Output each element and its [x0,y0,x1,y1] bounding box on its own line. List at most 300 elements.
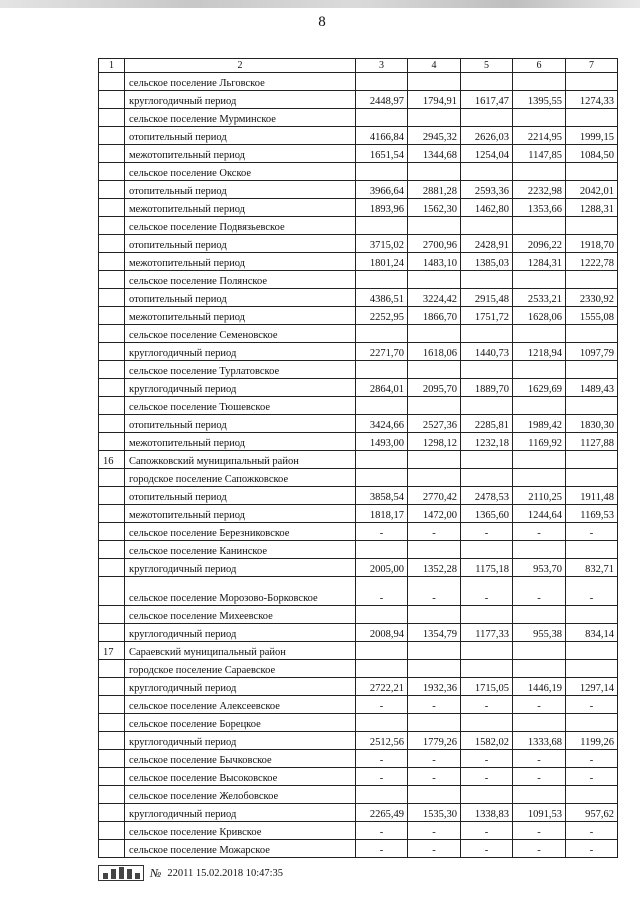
value-cell: 1911,48 [566,487,618,505]
row-label: круглогодичный период [125,624,356,642]
row-index [99,660,125,678]
value-cell [461,541,513,559]
row-label: отопительный период [125,289,356,307]
value-cell: - [408,822,461,840]
row-index [99,768,125,786]
value-cell: 955,38 [513,624,566,642]
value-cell: 1169,92 [513,433,566,451]
value-cell [408,397,461,415]
value-cell: - [461,577,513,606]
value-cell: 3224,42 [408,289,461,307]
table-row [99,199,618,217]
value-cell: 1830,30 [566,415,618,433]
value-cell [461,714,513,732]
value-cell: 2214,95 [513,127,566,145]
value-cell: - [356,696,408,714]
value-cell [566,642,618,660]
row-label: сельское поселение Полянское [125,271,356,289]
row-index [99,804,125,822]
value-cell [513,469,566,487]
table-row [99,325,618,343]
value-cell: 1628,06 [513,307,566,325]
value-cell [408,541,461,559]
value-cell: 1344,68 [408,145,461,163]
value-cell: - [461,822,513,840]
value-cell: 1617,47 [461,91,513,109]
value-cell [513,73,566,91]
row-label: отопительный период [125,181,356,199]
table-row [99,505,618,523]
value-cell [461,163,513,181]
value-cell [356,469,408,487]
value-cell: 1084,50 [566,145,618,163]
value-cell: 2008,94 [356,624,408,642]
table-row [99,307,618,325]
document-footer [98,865,283,881]
row-label: сельское поселение Окское [125,163,356,181]
value-cell [408,163,461,181]
value-cell [356,163,408,181]
value-cell [461,660,513,678]
row-label: Сараевский муниципальный район [125,642,356,660]
value-cell [566,786,618,804]
row-index [99,541,125,559]
value-cell: 3424,66 [356,415,408,433]
value-cell: - [566,696,618,714]
table-row [99,181,618,199]
table-row [99,822,618,840]
row-label: круглогодичный период [125,732,356,750]
row-label: сельское поселение Кривское [125,822,356,840]
value-cell [408,361,461,379]
table-row [99,660,618,678]
row-label: городское поселение Сапожковское [125,469,356,487]
value-cell [356,361,408,379]
row-label: сельское поселение Алексеевское [125,696,356,714]
value-cell [408,325,461,343]
row-label: круглогодичный период [125,678,356,696]
value-cell: 2881,28 [408,181,461,199]
value-cell: 2593,36 [461,181,513,199]
table-row [99,786,618,804]
value-cell: 953,70 [513,559,566,577]
value-cell [513,642,566,660]
value-cell: 2915,48 [461,289,513,307]
value-cell [461,397,513,415]
row-label: сельское поселение Морозово-Борковское [125,577,356,606]
value-cell: 2042,01 [566,181,618,199]
value-cell: 1999,15 [566,127,618,145]
value-cell: - [513,523,566,541]
table-row [99,469,618,487]
value-cell [461,606,513,624]
value-cell: 4386,51 [356,289,408,307]
table-row [99,624,618,642]
value-cell [461,271,513,289]
value-cell: 1582,02 [461,732,513,750]
column-header: 1 [99,59,125,73]
value-cell: 1918,70 [566,235,618,253]
value-cell: 1932,36 [408,678,461,696]
value-cell [408,642,461,660]
value-cell [356,660,408,678]
row-index [99,678,125,696]
value-cell: 1353,66 [513,199,566,217]
value-cell [461,73,513,91]
value-cell: - [461,523,513,541]
value-cell: 1893,96 [356,199,408,217]
value-cell [513,541,566,559]
value-cell: - [408,577,461,606]
table-row [99,163,618,181]
value-cell: 1385,03 [461,253,513,271]
tariff-table [98,58,618,858]
row-index [99,750,125,768]
value-cell: 1232,18 [461,433,513,451]
value-cell [513,397,566,415]
value-cell: 1352,28 [408,559,461,577]
value-cell [461,217,513,235]
row-index [99,361,125,379]
value-cell: 1288,31 [566,199,618,217]
row-label: отопительный период [125,487,356,505]
row-index [99,786,125,804]
row-index [99,606,125,624]
table-row [99,271,618,289]
value-cell [566,271,618,289]
value-cell [513,451,566,469]
value-cell: 1298,12 [408,433,461,451]
row-label: круглогодичный период [125,343,356,361]
value-cell: 1489,43 [566,379,618,397]
row-label: сельское поселение Турлатовское [125,361,356,379]
table-row [99,127,618,145]
row-label: городское поселение Сараевское [125,660,356,678]
value-cell [566,714,618,732]
row-index [99,73,125,91]
value-cell: 2722,21 [356,678,408,696]
row-label: круглогодичный период [125,91,356,109]
value-cell: 832,71 [566,559,618,577]
column-header: 4 [408,59,461,73]
value-cell: 2512,56 [356,732,408,750]
row-label: круглогодичный период [125,379,356,397]
value-cell: 1169,53 [566,505,618,523]
value-cell: - [356,577,408,606]
row-index [99,235,125,253]
value-cell [513,217,566,235]
value-cell: 1284,31 [513,253,566,271]
row-index [99,415,125,433]
value-cell [566,451,618,469]
row-label: сельское поселение Подвязьевское [125,217,356,235]
row-label: круглогодичный период [125,804,356,822]
value-cell [566,217,618,235]
value-cell: - [513,577,566,606]
row-index [99,325,125,343]
value-cell [356,451,408,469]
value-cell: - [566,840,618,858]
value-cell: - [356,750,408,768]
value-cell: 1989,42 [513,415,566,433]
value-cell: 1297,14 [566,678,618,696]
value-cell: - [461,696,513,714]
value-cell: 2265,49 [356,804,408,822]
value-cell [566,660,618,678]
row-label: сельское поселение Борецкое [125,714,356,732]
table-row [99,451,618,469]
value-cell: 2110,25 [513,487,566,505]
table-row [99,696,618,714]
value-cell: 1446,19 [513,678,566,696]
table-row [99,768,618,786]
value-cell [513,786,566,804]
value-cell: - [566,750,618,768]
row-label: круглогодичный период [125,559,356,577]
row-label: сельское поселение Льговское [125,73,356,91]
value-cell: 1274,33 [566,91,618,109]
row-label: сельское поселение Бычковское [125,750,356,768]
row-index [99,217,125,235]
page-number: 8 [318,14,326,30]
value-cell [566,163,618,181]
row-index [99,181,125,199]
value-cell [408,469,461,487]
value-cell: - [513,750,566,768]
value-cell [461,469,513,487]
value-cell: 2626,03 [461,127,513,145]
row-index [99,523,125,541]
value-cell [356,73,408,91]
value-cell: - [408,840,461,858]
value-cell: - [461,840,513,858]
row-index [99,343,125,361]
table-row [99,361,618,379]
value-cell: 1651,54 [356,145,408,163]
table-row [99,714,618,732]
value-cell: 1338,83 [461,804,513,822]
table-row [99,606,618,624]
row-index [99,127,125,145]
row-index [99,840,125,858]
value-cell: 2478,53 [461,487,513,505]
value-cell [513,714,566,732]
value-cell: - [513,822,566,840]
row-label: межотопительный период [125,145,356,163]
value-cell [356,109,408,127]
value-cell: - [566,577,618,606]
value-cell: 1818,17 [356,505,408,523]
value-cell [461,361,513,379]
row-index [99,145,125,163]
row-label: отопительный период [125,235,356,253]
row-index: 16 [99,451,125,469]
registration-stamp: 22011 15.02.2018 10:47:35 [167,867,284,879]
row-index: 17 [99,642,125,660]
value-cell: 2770,42 [408,487,461,505]
value-cell [513,361,566,379]
table-row [99,559,618,577]
row-index [99,199,125,217]
row-index [99,109,125,127]
value-cell [356,606,408,624]
value-cell: 2330,92 [566,289,618,307]
value-cell: - [566,822,618,840]
value-cell: - [566,523,618,541]
value-cell: 1629,69 [513,379,566,397]
row-index [99,696,125,714]
row-label: межотопительный период [125,505,356,523]
table-row [99,541,618,559]
table-row [99,732,618,750]
value-cell: 1751,72 [461,307,513,325]
row-label: сельское поселение Желобовское [125,786,356,804]
value-cell [513,109,566,127]
value-cell [461,325,513,343]
value-cell: 1440,73 [461,343,513,361]
value-cell [461,786,513,804]
row-label: межотопительный период [125,433,356,451]
value-cell: 1801,24 [356,253,408,271]
value-cell: 1866,70 [408,307,461,325]
value-cell [566,469,618,487]
value-cell [408,786,461,804]
value-cell: 3858,54 [356,487,408,505]
value-cell [566,541,618,559]
value-cell [408,660,461,678]
value-cell [356,217,408,235]
value-cell [513,163,566,181]
value-cell: 1218,94 [513,343,566,361]
value-cell: - [408,523,461,541]
table-row [99,577,618,606]
value-cell: 2252,95 [356,307,408,325]
value-cell: 2448,97 [356,91,408,109]
value-cell [566,109,618,127]
row-label: сельское поселение Можарское [125,840,356,858]
value-cell: - [513,696,566,714]
scan-edge [0,0,640,8]
row-index [99,505,125,523]
table-row [99,523,618,541]
registration-mark: № [150,865,162,880]
value-cell: - [408,696,461,714]
value-cell: 1222,78 [566,253,618,271]
row-index [99,577,125,606]
value-cell [461,642,513,660]
value-cell [408,451,461,469]
value-cell: - [461,768,513,786]
table-row [99,379,618,397]
value-cell [356,714,408,732]
table-row [99,678,618,696]
row-index [99,559,125,577]
value-cell: 1127,88 [566,433,618,451]
value-cell: - [513,840,566,858]
value-cell: - [356,822,408,840]
row-label: отопительный период [125,127,356,145]
value-cell: 2232,98 [513,181,566,199]
value-cell: 2533,21 [513,289,566,307]
column-header: 2 [125,59,356,73]
row-index [99,732,125,750]
table-row [99,91,618,109]
column-header: 5 [461,59,513,73]
value-cell: - [356,523,408,541]
value-cell [513,606,566,624]
value-cell: 2285,81 [461,415,513,433]
value-cell: 1715,05 [461,678,513,696]
value-cell: 1535,30 [408,804,461,822]
value-cell: 1555,08 [566,307,618,325]
value-cell: 2096,22 [513,235,566,253]
value-cell: 1365,60 [461,505,513,523]
value-cell: 1091,53 [513,804,566,822]
value-cell: 1175,18 [461,559,513,577]
row-label: сельское поселение Михеевское [125,606,356,624]
row-index [99,433,125,451]
row-index [99,397,125,415]
value-cell: 1333,68 [513,732,566,750]
value-cell: 1889,70 [461,379,513,397]
value-cell [461,451,513,469]
value-cell: 1177,33 [461,624,513,642]
table-row [99,73,618,91]
row-index [99,91,125,109]
value-cell: 1472,00 [408,505,461,523]
value-cell [356,271,408,289]
row-index [99,253,125,271]
row-label: межотопительный период [125,253,356,271]
row-label: сельское поселение Семеновское [125,325,356,343]
value-cell: 1147,85 [513,145,566,163]
row-index [99,271,125,289]
value-cell: 1779,26 [408,732,461,750]
value-cell [356,397,408,415]
value-cell: - [408,768,461,786]
building-logo-icon [98,865,144,881]
value-cell: 3715,02 [356,235,408,253]
row-label: сельское поселение Тюшевское [125,397,356,415]
value-cell: 1097,79 [566,343,618,361]
value-cell: - [566,768,618,786]
row-index [99,163,125,181]
row-index [99,624,125,642]
value-cell: 2864,01 [356,379,408,397]
value-cell [461,109,513,127]
value-cell [408,606,461,624]
value-cell [566,606,618,624]
value-cell: - [356,768,408,786]
value-cell [513,271,566,289]
value-cell: 2700,96 [408,235,461,253]
row-index [99,822,125,840]
table-row [99,343,618,361]
value-cell: 1354,79 [408,624,461,642]
value-cell: 2428,91 [461,235,513,253]
value-cell [356,786,408,804]
value-cell: 1395,55 [513,91,566,109]
value-cell: 2945,32 [408,127,461,145]
value-cell: 1493,00 [356,433,408,451]
row-label: межотопительный период [125,199,356,217]
value-cell [513,325,566,343]
row-label: отопительный период [125,415,356,433]
value-cell: 1794,91 [408,91,461,109]
value-cell [408,271,461,289]
table-row [99,750,618,768]
value-cell [356,541,408,559]
